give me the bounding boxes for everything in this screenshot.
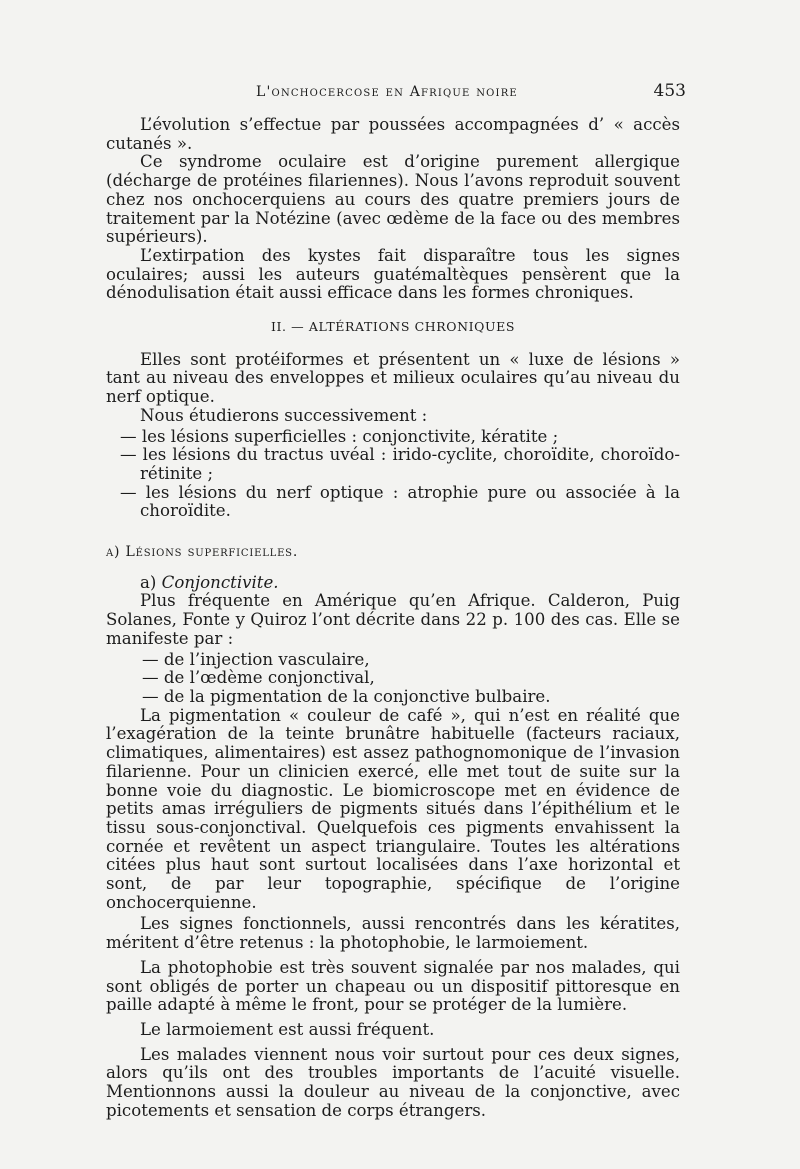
- paragraph-frequency: Plus fréquente en Amérique qu’en Afrique. Calderon, Puig Solanes, Fonte y Quiroz l’ont décrite dans 22 p. 100 des cas. Elle se manifeste par :: [106, 591, 680, 648]
- paragraph-pigmentation: La pigmentation « couleur de café », qui n’est en réalité que l’exagération de la teinte brunâtre habituelle (facteurs raciaux, climatiques, alimentaires) est assez pathognomonique de l’invasion filarienne. Pour un clinicien exercé, elle met tout de suite sur la bonne voie du diagnostic. Le biomicroscope met en évidence de petits amas irréguliers de pigments situés dans l’épithélium et le tissu sous-conjonctival. Quelquefois ces pigments envahissent la cornée et revêtent un aspect triangulaire. Toutes les altérations citées plus haut sont surtout localisées dans l’axe horizontal et sont, de par leur topographie, spécifique de l’origine onchocerquienne.: [106, 705, 680, 912]
- paragraph-evolution: L’évolution s’effectue par poussées accompagnées d’ « accès cutanés ».: [106, 115, 680, 153]
- paragraph-syndrome: Ce syndrome oculaire est d’origine purement allergique (décharge de protéines filariennes). Nous l’avons reproduit souvent chez nos onchocerquiens au cours des quatre premiers jours de traitement par la Notézine (avec œdème de la face ou des membres supérieurs).: [106, 152, 680, 247]
- list-item: — les lésions du nerf optique : atrophie pure ou associée à la choroïdite.: [120, 482, 680, 521]
- paragraph-patients: Les malades viennent nous voir surtout pour ces deux signes, alors qu’ils ont des troubles importants de l’acuité visuelle. Mentionnons aussi la douleur au niveau de la conjonctive, avec picotements et sensation de corps étrangers.: [106, 1044, 680, 1120]
- section-heading-chronic: II. — ALTÉRATIONS CHRONIQUES: [270, 319, 516, 335]
- paragraph-lacrimation: Le larmoiement est aussi fréquent.: [140, 1019, 435, 1039]
- list-item: — les lésions superficielles : conjonctivite, kératite ;: [120, 426, 559, 446]
- item-heading-conjunctivitis: [106, 574, 680, 593]
- paragraph-photophobia: La photophobie est très souvent signalée par nos malades, qui sont obligés de porter un chapeau ou un dispositif pittoresque en paille adapté à même le front, pour se protéger de la lumière.: [106, 957, 680, 1015]
- list-item: — de la pigmentation de la conjonctive bulbaire.: [142, 686, 551, 706]
- running-title: L'onchocercose en Afrique noire: [256, 84, 518, 100]
- paragraph-extirpation: L’extirpation des kystes fait disparaître tous les signes oculaires; aussi les auteurs guatémaltèques pensèrent que la dénodulisation était aussi efficace dans les formes chroniques.: [106, 245, 680, 303]
- list-item: — de l’injection vasculaire,: [142, 649, 370, 669]
- list-item: — les lésions du tractus uvéal : irido-cyclite, choroïdite, choroïdo-rétinite ;: [120, 445, 680, 483]
- paragraph-study-intro: Nous étudierons successivement :: [140, 405, 428, 425]
- item-marker: a): [140, 572, 157, 592]
- subsection-heading-superficial: a) Lésions superficielles.: [106, 544, 299, 561]
- list-item: — de l’œdème conjonctival,: [142, 668, 375, 688]
- lesions-list: [106, 428, 680, 522]
- page-header: [106, 81, 686, 108]
- signs-list: [106, 651, 680, 707]
- paragraph-proteiform: Elles sont protéiformes et présentent un « luxe de lésions » tant au niveau des enveloppes et milieux oculaires qu’au niveau du nerf optique.: [106, 349, 680, 407]
- body-text: [106, 116, 680, 1120]
- page-number: 453: [653, 81, 686, 101]
- paragraph-functional-signs: Les signes fonctionnels, aussi rencontrés dans les kératites, méritent d’être retenus : la photophobie, le larmoiement.: [106, 914, 680, 953]
- item-title: Conjonctivite.: [161, 572, 279, 592]
